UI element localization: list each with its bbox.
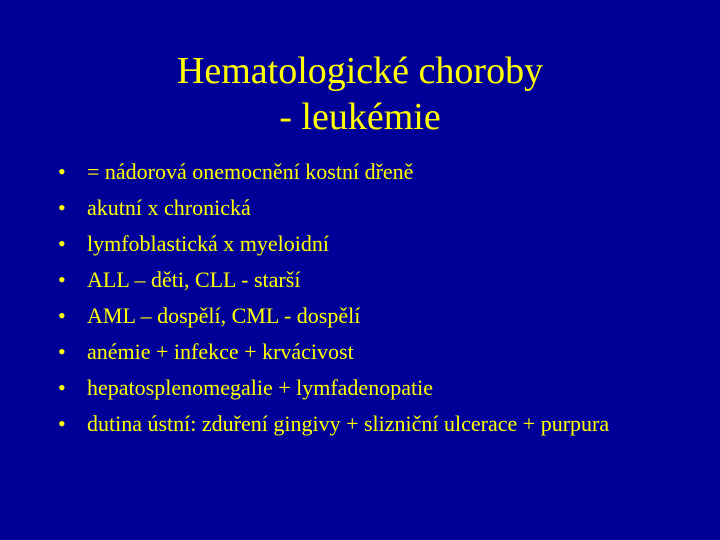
bullet-icon: • xyxy=(58,159,66,184)
bullet-item xyxy=(58,410,678,437)
title-line-2: - leukémie xyxy=(279,96,441,138)
bullet-text: dutina ústní: zduření gingivy + slizniční ulcerace + purpura xyxy=(87,411,610,436)
bullet-item xyxy=(58,338,678,365)
bullet-icon: • xyxy=(58,411,66,436)
bullet-item xyxy=(58,230,678,257)
bullet-text: akutní x chronická xyxy=(87,195,251,220)
bullet-text: hepatosplenomegalie + lymfadenopatie xyxy=(87,375,433,400)
bullet-list xyxy=(58,158,678,446)
bullet-item xyxy=(58,302,678,329)
bullet-item xyxy=(58,266,678,293)
bullet-item xyxy=(58,194,678,221)
bullet-text: ALL – děti, CLL - starší xyxy=(87,267,301,292)
bullet-icon: • xyxy=(58,267,66,292)
bullet-icon: • xyxy=(58,195,66,220)
bullet-item xyxy=(58,374,678,401)
bullet-icon: • xyxy=(58,375,66,400)
bullet-icon: • xyxy=(58,231,66,256)
slide-title xyxy=(0,48,720,140)
bullet-icon: • xyxy=(58,303,66,328)
bullet-item xyxy=(58,158,678,185)
title-line-1: Hematologické choroby xyxy=(176,50,544,92)
bullet-icon: • xyxy=(58,339,66,364)
bullet-text: lymfoblastická x myeloidní xyxy=(87,231,329,256)
bullet-text: anémie + infekce + krvácivost xyxy=(87,339,354,364)
bullet-text: AML – dospělí, CML - dospělí xyxy=(87,303,361,328)
bullet-text: = nádorová onemocnění kostní dřeně xyxy=(87,159,414,184)
